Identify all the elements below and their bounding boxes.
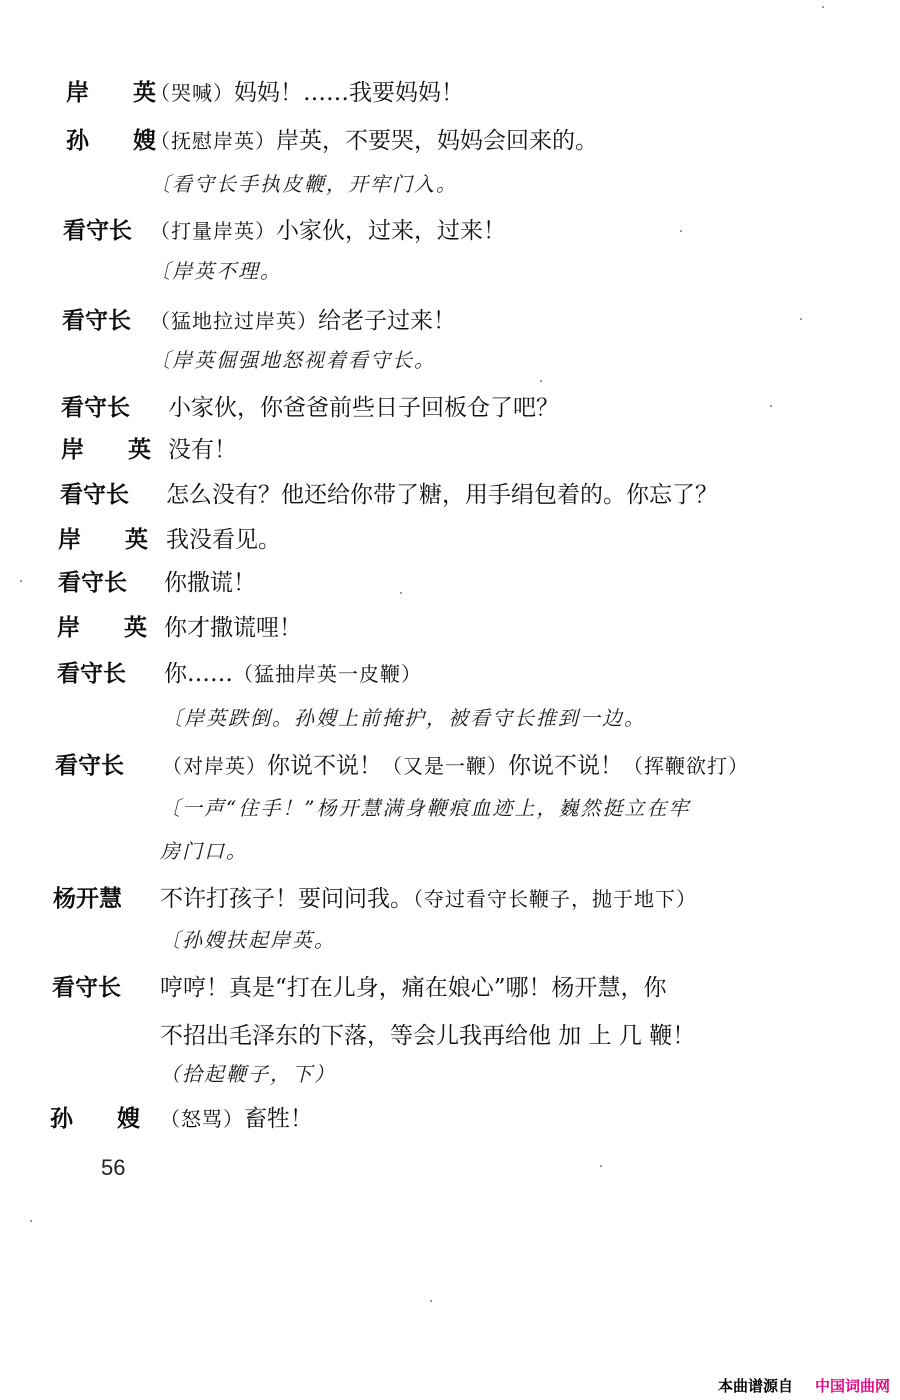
dialogue-text: 小家伙，你爸爸前些日子回板仓了吧？ — [168, 395, 559, 421]
dialogue-text: （哭喊）妈妈！……我要妈妈！ — [150, 80, 464, 106]
scan-speck — [770, 405, 772, 407]
stage-direction: 房门口。 — [160, 839, 248, 863]
stage-direction: 〔一声“住手！”杨开慧满身鞭痕血迹上，巍然挺立在牢 — [160, 796, 691, 820]
dialogue-text: 不招出毛泽东的下落，等会儿我再给他 加 上 几 鞭！ — [160, 1023, 696, 1049]
speaker-name: 看守长 — [62, 308, 131, 334]
speaker-name: 看守长 — [58, 570, 127, 596]
scan-speck — [400, 592, 402, 594]
source-label: 本曲谱源自 — [717, 1377, 793, 1395]
dialogue-text: （对岸英）你说不说！（又是一鞭）你说不说！（挥鞭欲打） — [162, 753, 749, 779]
speaker-name: 看守长 — [52, 975, 121, 1001]
page-number: 56 — [101, 1155, 126, 1180]
stage-direction: 〔孙嫂扶起岸英。 — [160, 928, 336, 952]
speaker-name: 岸 英 — [58, 527, 148, 553]
scan-speck — [800, 318, 802, 320]
speaker-name: 看守长 — [63, 218, 132, 244]
speaker-name: 孙 嫂 — [50, 1106, 140, 1132]
speaker-name: 看守长 — [57, 661, 126, 687]
stage-direction: 〔岸英不理。 — [150, 259, 282, 283]
scan-speck — [20, 580, 22, 582]
dialogue-text: 怎么没有？他还给你带了糖，用手绢包着的。你忘了？ — [166, 482, 718, 508]
dialogue-text: 你才撒谎哩！ — [164, 615, 302, 641]
speaker-name: 看守长 — [61, 395, 130, 421]
dialogue-text: （打量岸英）小家伙，过来，过来！ — [150, 218, 506, 244]
dialogue-text: （抚慰岸英）岸英，不要哭，妈妈会回来的。 — [150, 128, 598, 154]
dialogue-text: 哼哼！真是“打在儿身，痛在娘心”哪！杨开慧，你 — [160, 975, 667, 1001]
dialogue-text: 我没看见。 — [166, 527, 281, 553]
speaker-name: 看守长 — [55, 753, 124, 779]
dialogue-text: 你撒谎！ — [164, 570, 256, 596]
stage-direction: 〔岸英跌倒。孙嫂上前掩护，被看守长推到一边。 — [162, 706, 646, 730]
stage-direction: （拾起鞭子，下） — [160, 1062, 336, 1086]
speaker-name: 看守长 — [60, 482, 129, 508]
scan-speck — [540, 380, 542, 382]
speaker-name: 孙 嫂 — [66, 128, 156, 154]
stage-direction: 〔看守长手执皮鞭，开牢门入。 — [150, 172, 458, 196]
dialogue-text: （猛地拉过岸英）给老子过来！ — [150, 308, 456, 334]
dialogue-text: 你……（猛抽岸英一皮鞭） — [164, 661, 422, 687]
scan-speck — [430, 1300, 432, 1302]
scan-speck — [680, 230, 682, 232]
speaker-name: 杨开慧 — [53, 886, 122, 912]
scan-speck — [30, 1220, 32, 1222]
dialogue-text: 没有！ — [168, 437, 237, 463]
site-name-link[interactable]: 中国词曲网 — [814, 1377, 890, 1395]
speaker-name: 岸 英 — [66, 80, 156, 106]
speaker-name: 岸 英 — [57, 615, 147, 641]
scan-speck — [600, 1165, 602, 1167]
source-footer — [718, 1375, 890, 1396]
dialogue-text: 不许打孩子！要问问我。（夺过看守长鞭子，抛于地下） — [160, 886, 697, 912]
speaker-name: 岸 英 — [61, 437, 151, 463]
dialogue-text: （怒骂）畜牲！ — [160, 1106, 313, 1132]
scan-speck — [822, 6, 824, 8]
stage-direction: 〔岸英倔强地怒视着看守长。 — [150, 348, 436, 372]
